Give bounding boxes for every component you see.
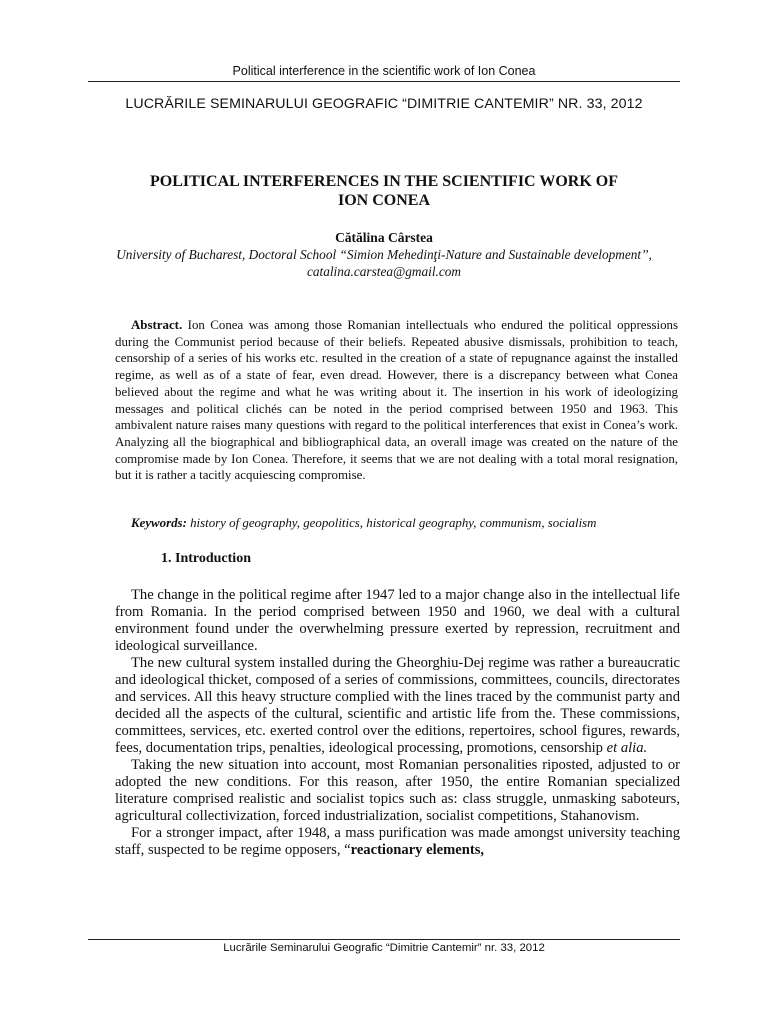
body-paragraph-2-italic: et alia. — [606, 740, 648, 756]
keywords — [115, 516, 678, 531]
author-affiliation: University of Bucharest, Doctoral School “Simion Mehedinţi-Nature and Sustainable development’’, catalina.carstea@gmail.com — [116, 247, 652, 279]
article-title-line-2: ION CONEA — [337, 192, 430, 209]
keywords-label: Keywords: — [131, 516, 187, 530]
body-paragraph-4-bold: reactionary elements, — [350, 842, 485, 858]
body-paragraph-1-text: The change in the political regime after 1947 led to a major change also in the intellectual life from Romania. In the period comprised between 1950 and 1960, we deal with a cultural environment found under the overwhelming pressure exerted by repression, recruitment and ideological surveillance. — [115, 587, 680, 654]
page-footer: Lucrările Seminarului Geografic “Dimitrie Cantemir” nr. 33, 2012 — [223, 942, 545, 954]
section-heading-introduction: 1. Introduction — [161, 551, 251, 566]
body-paragraph-2-text: The new cultural system installed during the Gheorghiu-Dej regime was rather a bureaucratic and ideological thicket, composed of a series of commissions, committees, councils, directorates and services. All this heavy structure complied with the lines traced by the communist party and decided all the aspects of the cultural, scientific and artistic life from the. These commissions, committees, services, etc. exerted control over the editions, repertoires, school figures, rewards, fees, documentation trips, penalties, ideological processing, promotions, censorship — [115, 655, 680, 756]
article-title-line-1: POLITICAL INTERFERENCES IN THE SCIENTIFIC WORK OF — [150, 173, 618, 190]
header-rule — [88, 81, 680, 82]
author-name: Cătălina Cârstea — [335, 230, 433, 245]
footer-rule — [88, 939, 680, 940]
journal-header: LUCRĂRILE SEMINARULUI GEOGRAFIC “DIMITRIE CANTEMIR” NR. 33, 2012 — [125, 96, 643, 112]
body-paragraph-2 — [115, 655, 680, 757]
body-paragraph-4-text: For a stronger impact, after 1948, a mass purification was made amongst university teaching staff, suspected to be regime opposers, “ — [115, 825, 680, 858]
body-paragraph-3-text: Taking the new situation into account, most Romanian personalities riposted, adjusted to or adopted the new conditions. For this reason, after 1950, the entire Romanian specialized literature comprised realistic and socialist topics such as: class struggle, unmasking saboteurs, agricultural collectivization, forced industrialization, socialist competitions, Stahanovism. — [115, 757, 680, 824]
body-paragraph-4 — [115, 825, 680, 859]
abstract-text: Ion Conea was among those Romanian intellectuals who endured the political oppressions during the Communist period because of their beliefs. Repeated abusive dismissals, prohibition to teach, censorship of a series of his works etc. resulted in the creation of a state of repugnance against the installed regime, as well as of a state of fear, even dread. However, there is a discrepancy between what Conea believed about the regime and what he was writing about it. The insertion in his work of ideologizing messages and political clichés can be noted in the period comprised between 1950 and 1963. This ambivalent nature raises many questions with regard to the political interferences that exist in Conea’s work. Analyzing all the biographical and bibliographical data, an overall image was created on the nature of the compromise made by Ion Conea. Therefore, it seems that we are not dealing with a total moral resignation, but it is rather a tacitly acquiescing compromise. — [115, 318, 678, 483]
running-title: Political interference in the scientific work of Ion Conea — [232, 64, 536, 78]
keywords-text: history of geography, geopolitics, historical geography, communism, socialism — [190, 516, 597, 530]
body-text — [115, 587, 680, 859]
abstract — [115, 317, 678, 484]
body-paragraph-3 — [115, 757, 680, 825]
article-title — [100, 172, 668, 210]
abstract-label: Abstract. — [131, 318, 183, 332]
body-paragraph-1 — [115, 587, 680, 655]
